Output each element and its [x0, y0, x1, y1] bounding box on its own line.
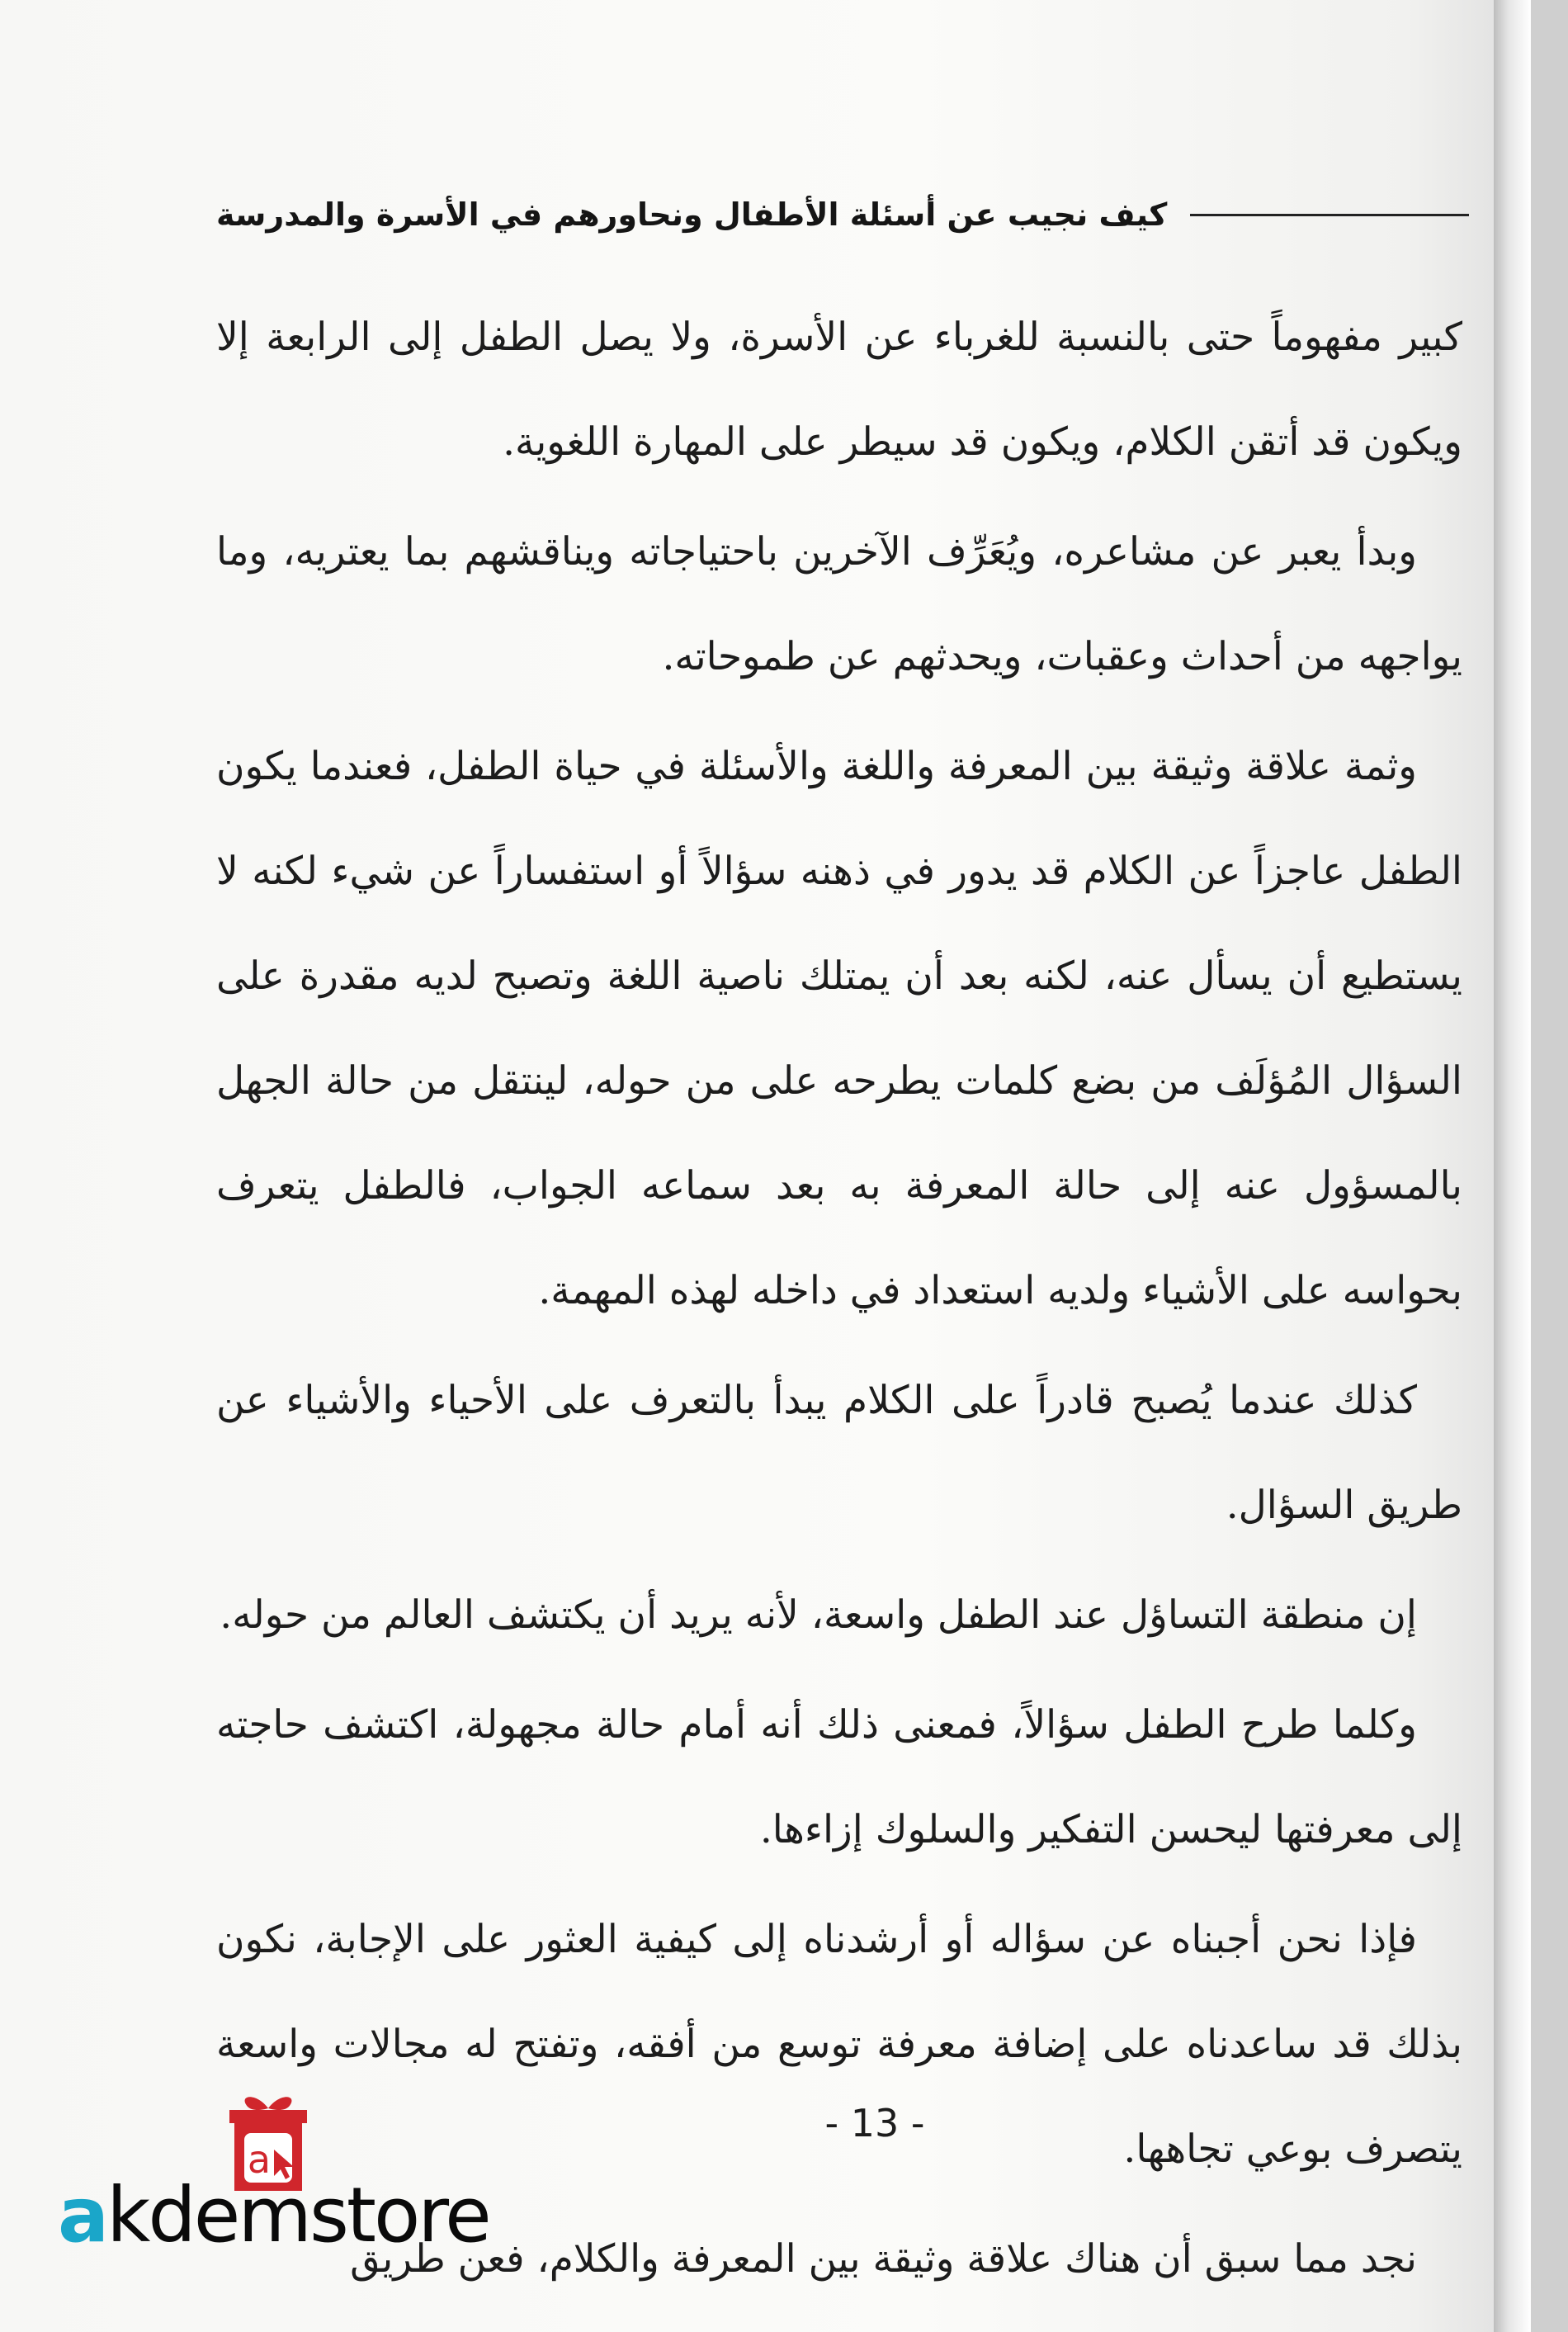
running-title: كيف نجيب عن أسئلة الأطفال ونحاورهم في الأسرة والمدرسة: [216, 196, 1168, 233]
paragraph: إن منطقة التساؤل عند الطفل واسعة، لأنه يريد أن يكتشف العالم من حوله.: [220, 1592, 1417, 1638]
spine-shadow: [1494, 0, 1531, 2332]
paragraph: وبدأ يعبر عن مشاعره، ويُعَرِّف الآخرين باحتياجاته ويناقشهم بما يعتريه، وما يواجهه من أحداث وعقبات، ويحدثهم عن طموحاته.: [216, 529, 1462, 679]
logo-brand-name: kdemstore: [106, 2171, 489, 2259]
logo-icon-letter: a: [247, 2137, 272, 2182]
logo-accent-letter: a: [58, 2171, 107, 2259]
body-text: [216, 285, 1462, 2316]
paragraph: وثمة علاقة وثيقة بين المعرفة واللغة والأسئلة في حياة الطفل، فعندما يكون الطفل عاجزاً عن الكلام قد يدور في ذهنه سؤالاً أو استفساراً عن شيء لكنه لا يستطيع أن يسأل عنه، لكنه بعد أن يمتلك ناصية اللغة وتصبح لديه مقدرة على السؤال المُؤلَف من بضع كلمات يطرحه على من حوله، لينتقل من حالة الجهل بالمسؤول عنه إلى حالة المعرفة به بعد سماعه الجواب، فالطفل يتعرف بحواسه على الأشياء ولديه استعداد في داخله لهذه المهمة.: [216, 744, 1462, 1313]
paragraph: كبير مفهوماً حتى بالنسبة للغرباء عن الأسرة، ولا يصل الطفل إلى الرابعة إلا ويكون قد أتقن الكلام، ويكون قد سيطر على المهارة اللغوية.: [216, 315, 1462, 465]
watermark-logo: [58, 2171, 489, 2259]
running-head: [216, 196, 1469, 233]
paragraph: فإذا نحن أجبناه عن سؤاله أو أرشدناه إلى كيفية العثور على الإجابة، نكون بذلك قد ساعدناه على إضافة معرفة توسع من أفقه، وتفتح له مجالات واسعة يتصرف بوعي تجاهها.: [216, 1917, 1462, 2172]
paragraph: كذلك عندما يُصبح قادراً على الكلام يبدأ بالتعرف على الأحياء والأشياء عن طريق السؤال.: [216, 1378, 1462, 1528]
page-number: - 13 -: [824, 2101, 925, 2145]
paragraph: وكلما طرح الطفل سؤالاً، فمعنى ذلك أنه أمام حالة مجهولة، اكتشف حاجته إلى معرفتها ليحسن التفكير والسلوك إزاءها.: [216, 1702, 1462, 1852]
header-rule: [1190, 214, 1469, 216]
paragraph: نجد مما سبق أن هناك علاقة وثيقة بين المعرفة والكلام، فعن طريق: [350, 2236, 1417, 2282]
